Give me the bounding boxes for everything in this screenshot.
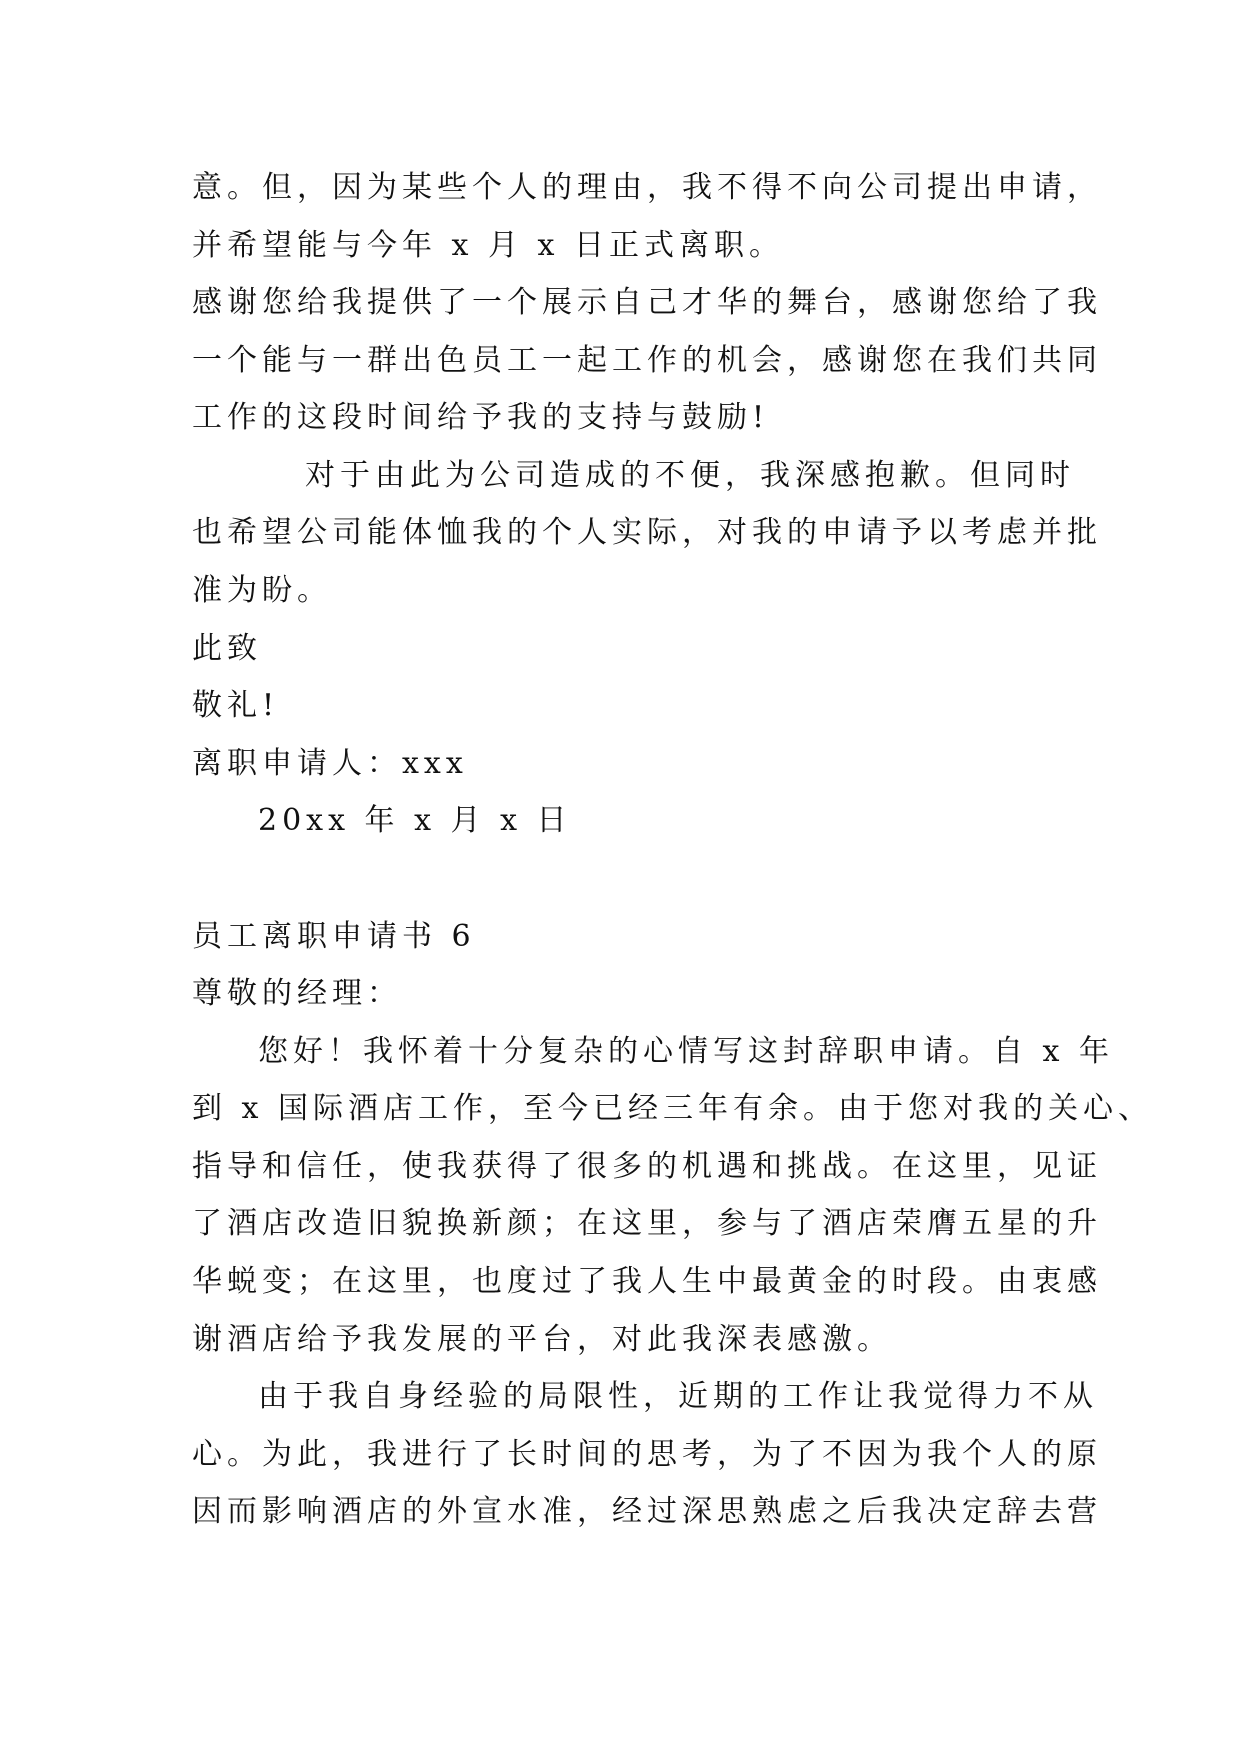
applicant-name: 离职申请人：xxx <box>192 746 468 781</box>
text-line: 对于由此为公司造成的不便，我深感抱歉。但同时 <box>305 458 1075 493</box>
text-line: 由于我自身经验的局限性，近期的工作让我觉得力不从 <box>258 1379 1098 1414</box>
text-line: 心。为此，我进行了长时间的思考，为了不因为我个人的原 <box>192 1437 1102 1472</box>
text-line: 您好！我怀着十分复杂的心情写这封辞职申请。自 x 年 <box>258 1034 1114 1069</box>
text-line: 工作的这段时间给予我的支持与鼓励! <box>192 400 770 435</box>
recipient-greeting: 尊敬的经理： <box>192 976 402 1011</box>
closing-respect: 敬礼! <box>192 688 280 723</box>
closing-salutation: 此致 <box>192 631 262 666</box>
text-line: 并希望能与今年 x 月 x 日正式离职。 <box>192 228 784 263</box>
text-line: 指导和信任，使我获得了很多的机遇和挑战。在这里，见证 <box>192 1149 1102 1184</box>
text-line: 谢酒店给予我发展的平台，对此我深表感激。 <box>192 1322 892 1357</box>
text-line: 一个能与一群出色员工一起工作的机会，感谢您在我们共同 <box>192 343 1102 378</box>
text-line: 到 x 国际酒店工作，至今已经三年有余。由于您对我的关心、 <box>192 1091 1153 1126</box>
text-line: 意。但，因为某些个人的理由，我不得不向公司提出申请， <box>192 170 1102 205</box>
text-line: 也希望公司能体恤我的个人实际，对我的申请予以考虑并批 <box>192 515 1102 550</box>
text-line: 准为盼。 <box>192 573 332 608</box>
letter-date: 20xx 年 x 月 x 日 <box>258 803 572 838</box>
text-line: 感谢您给我提供了一个展示自己才华的舞台，感谢您给了我 <box>192 285 1102 320</box>
text-line: 了酒店改造旧貌换新颜；在这里，参与了酒店荣膺五星的升 <box>192 1206 1102 1241</box>
text-line: 华蜕变；在这里，也度过了我人生中最黄金的时段。由衷感 <box>192 1264 1102 1299</box>
section-title: 员工离职申请书 6 <box>192 919 476 954</box>
text-line: 因而影响酒店的外宣水准，经过深思熟虑之后我决定辞去营 <box>192 1494 1102 1529</box>
